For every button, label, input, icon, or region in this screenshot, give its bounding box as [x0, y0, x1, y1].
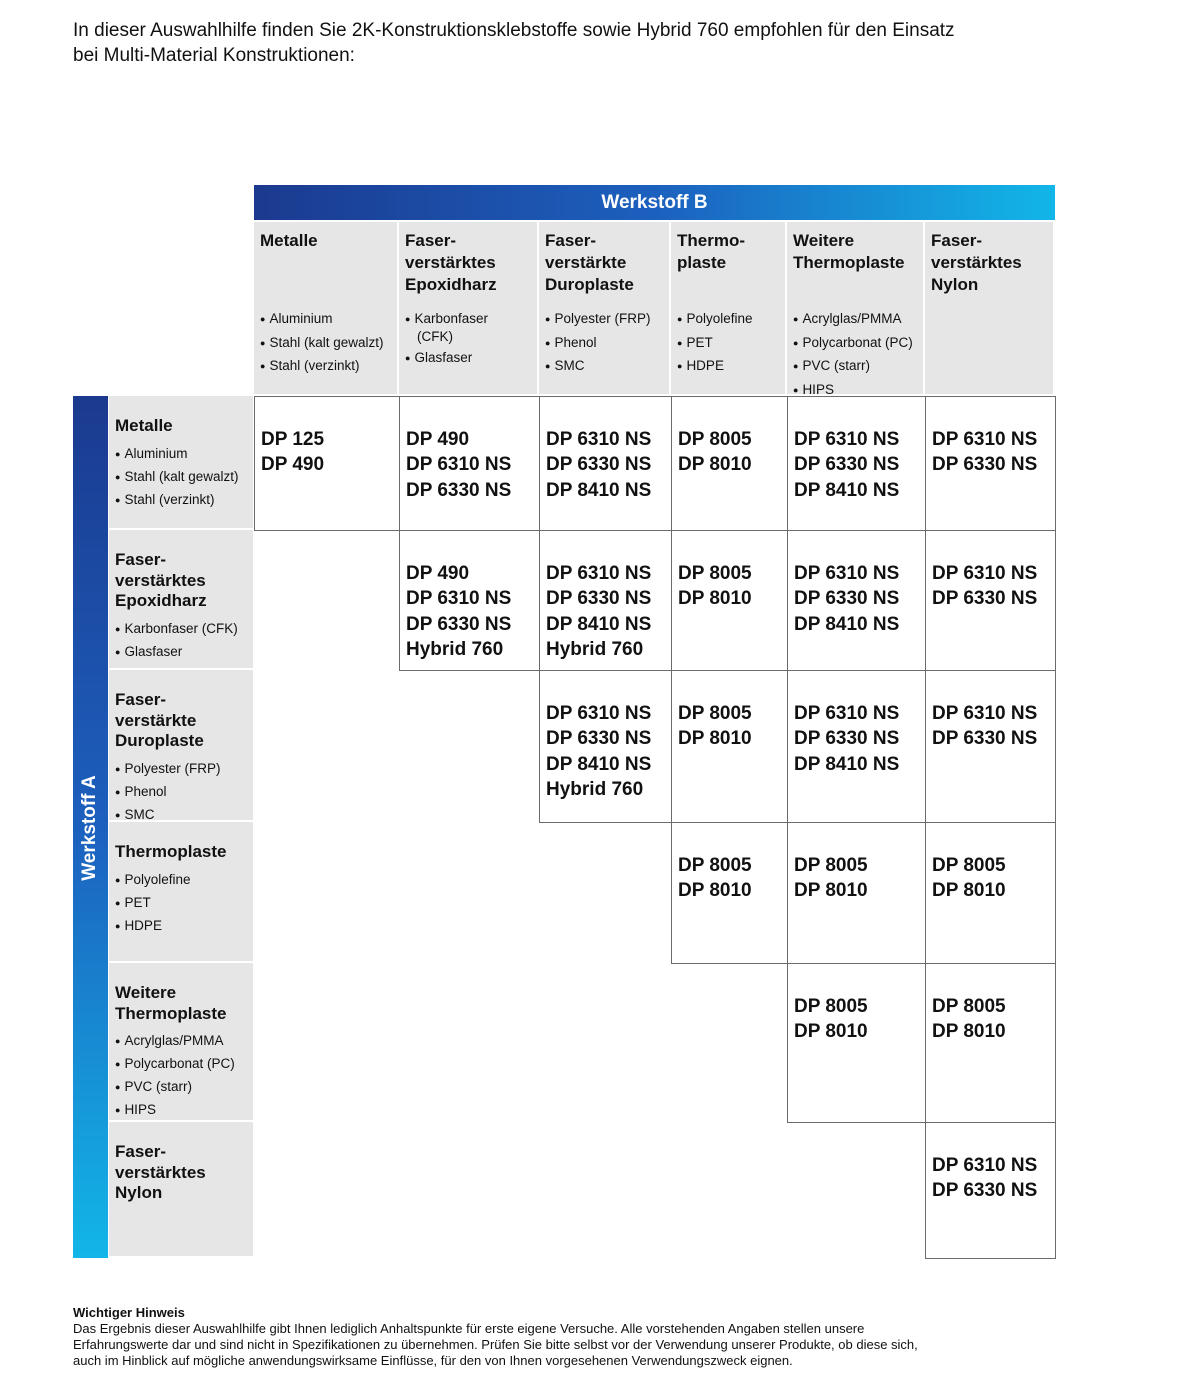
material-item: ● Acrylglas/PMMA [793, 308, 917, 332]
row-title: Faser- verstärkte Duroplaste [115, 690, 204, 750]
product-name: DP 6310 NS [546, 563, 652, 584]
column-title: Faser- verstärkte Duroplaste [545, 231, 634, 294]
product-name: DP 6310 NS [794, 703, 900, 724]
matrix-cell [671, 396, 788, 531]
product-name: DP 6310 NS [932, 1155, 1038, 1176]
material-item: ● Polycarbonat (PC) [793, 332, 917, 356]
matrix-cell [399, 396, 540, 531]
product-name: DP 6330 NS [794, 588, 900, 610]
product-name: DP 6330 NS [932, 454, 1038, 476]
material-item: ● Polyolefine [677, 308, 779, 332]
product-name: Hybrid 760 [406, 638, 504, 660]
material-item: ● Glasfaser [115, 641, 247, 664]
row-title: Faser- verstärktes Epoxidharz [115, 550, 207, 610]
row-header [109, 670, 253, 820]
matrix-cell [787, 963, 926, 1123]
matrix-cell [539, 396, 672, 531]
matrix-cell [671, 530, 788, 671]
column-title: Weitere Thermoplaste [793, 231, 905, 272]
product-name: DP 8010 [678, 728, 752, 750]
column-title: Faser- verstärktes Epoxidharz [405, 231, 497, 294]
matrix-cell [925, 530, 1056, 671]
matrix-cell [925, 1122, 1056, 1259]
werkstoff-b-header: Werkstoff B [254, 185, 1055, 220]
material-item: ● PVC (starr) [115, 1076, 247, 1099]
matrix-cell [539, 530, 672, 671]
column-material-list [793, 308, 917, 402]
product-name: DP 8410 NS [546, 479, 652, 501]
intro-text [73, 18, 1073, 68]
product-name: DP 6330 NS [932, 1180, 1038, 1202]
material-item: ● Stahl (verzinkt) [115, 489, 247, 512]
product-name: DP 8010 [794, 1021, 868, 1043]
product-name: DP 8005 [794, 996, 868, 1017]
row-material-list [115, 758, 247, 827]
material-item: ● Stahl (verzinkt) [260, 355, 391, 379]
matrix-cell [787, 670, 926, 823]
product-name: DP 8410 NS [794, 753, 900, 775]
material-item: ● Karbonfaser (CFK) [115, 618, 247, 641]
product-name: DP 6310 NS [546, 429, 652, 450]
row-header [109, 822, 253, 961]
product-name: DP 8005 [932, 855, 1006, 876]
column-material-list [677, 308, 779, 379]
product-name: DP 6330 NS [794, 728, 900, 750]
product-name: DP 6310 NS [794, 563, 900, 584]
material-item: ● SMC [115, 804, 247, 827]
column-material-list [260, 308, 391, 379]
product-name: DP 6330 NS [546, 728, 652, 750]
column-material-list [405, 308, 531, 371]
material-item: ● SMC [545, 355, 663, 379]
product-name: DP 6310 NS [932, 429, 1038, 450]
product-name: DP 6310 NS [794, 429, 900, 450]
product-name: DP 6310 NS [406, 588, 512, 610]
matrix-cell [925, 396, 1056, 531]
product-name: DP 8005 [678, 563, 752, 584]
product-name: DP 6310 NS [546, 703, 652, 724]
product-name: DP 6330 NS [546, 588, 652, 610]
product-name: DP 6330 NS [406, 613, 512, 635]
product-name: DP 8005 [678, 703, 752, 724]
material-item: ● Polycarbonat (PC) [115, 1053, 247, 1076]
matrix-cell [925, 963, 1056, 1123]
material-item: ● Phenol [115, 781, 247, 804]
row-header [109, 1122, 253, 1256]
product-name: DP 8010 [932, 1021, 1006, 1043]
product-name: DP 8005 [678, 429, 752, 450]
product-name: DP 8410 NS [794, 613, 900, 635]
material-item: ● PET [677, 332, 779, 356]
product-name: DP 6330 NS [546, 454, 652, 476]
product-name: DP 8410 NS [794, 479, 900, 501]
material-item: ● Karbonfaser [405, 308, 531, 332]
material-item: ● Aluminium [115, 443, 247, 466]
product-name: DP 6330 NS [932, 588, 1038, 610]
matrix-cell [539, 670, 672, 823]
material-item: ● Polyester (FRP) [115, 758, 247, 781]
product-name: DP 490 [261, 454, 325, 476]
row-title: Faser- verstärktes Nylon [115, 1142, 206, 1202]
important-note [73, 1305, 1133, 1369]
row-material-list [115, 1030, 247, 1122]
matrix-cell [254, 396, 400, 531]
intro-line-1: In dieser Auswahlhilfe finden Sie 2K-Konstruktionsklebstoffe sowie Hybrid 760 empfohlen für den Einsatz [73, 20, 955, 41]
product-name: DP 8010 [794, 880, 868, 902]
product-name: DP 490 [406, 429, 470, 450]
material-item: ● Acrylglas/PMMA [115, 1030, 247, 1053]
row-title: Thermoplaste [115, 842, 227, 861]
column-title: Metalle [260, 231, 318, 250]
column-header [399, 222, 537, 394]
material-item: ● HDPE [115, 915, 247, 938]
matrix-cell [399, 530, 540, 671]
material-item: ● PVC (starr) [793, 355, 917, 379]
product-name: DP 490 [406, 563, 470, 584]
row-header [109, 396, 253, 528]
product-name: DP 8005 [794, 855, 868, 876]
row-title: Metalle [115, 416, 173, 435]
matrix-cell [925, 822, 1056, 964]
material-item: ● Stahl (kalt gewalzt) [260, 332, 391, 356]
material-item: (CFK) [417, 328, 453, 344]
column-header [925, 222, 1053, 394]
column-title: Thermo- plaste [677, 231, 745, 272]
product-name: DP 8010 [932, 880, 1006, 902]
matrix-cell [671, 670, 788, 823]
material-item: ● Polyester (FRP) [545, 308, 663, 332]
row-material-list [115, 869, 247, 938]
column-header [254, 222, 397, 394]
intro-line-2: bei Multi-Material Konstruktionen: [73, 45, 355, 66]
column-material-list [545, 308, 663, 379]
column-title: Faser- verstärktes Nylon [931, 231, 1022, 294]
product-name: DP 6330 NS [406, 479, 512, 501]
product-name: DP 8410 NS [546, 613, 652, 635]
note-body: Das Ergebnis dieser Auswahlhilfe gibt Ihnen lediglich Anhaltspunkte für erste eigene Versuche. Alle vorstehenden Angaben stellen unsere Erfahrungswerte dar und sind nicht in Spezifikationen zu übernehmen. Prüfen Sie bitte selbst vor der Verwendung unserer Produkte, ob diese sich, auch im Hinblick auf mögliche anwendungswirksame Einflüsse, für den von Ihnen vorgesehenen Verwendungszweck eignen. [73, 1321, 918, 1368]
material-item: ● Aluminium [260, 308, 391, 332]
matrix-cell [787, 396, 926, 531]
matrix-cell [671, 822, 788, 964]
product-name: Hybrid 760 [546, 778, 644, 800]
material-item: ● PET [115, 892, 247, 915]
material-item: ● HDPE [677, 355, 779, 379]
product-name: DP 6310 NS [932, 703, 1038, 724]
product-name: DP 8410 NS [546, 753, 652, 775]
material-item: ● HIPS [793, 379, 917, 403]
row-header [109, 963, 253, 1120]
matrix-cell [787, 530, 926, 671]
row-header [109, 530, 253, 668]
matrix-cell [925, 670, 1056, 823]
product-name: DP 8005 [678, 855, 752, 876]
product-name: DP 6330 NS [932, 728, 1038, 750]
product-name: DP 8005 [932, 996, 1006, 1017]
product-name: DP 125 [261, 429, 325, 450]
row-material-list [115, 618, 247, 664]
product-name: DP 6310 NS [406, 454, 512, 476]
product-name: DP 8010 [678, 454, 752, 476]
material-item: ● Phenol [545, 332, 663, 356]
werkstoff-a-label: Werkstoff A [79, 775, 100, 881]
product-name: Hybrid 760 [546, 638, 644, 660]
note-title: Wichtiger Hinweis [73, 1305, 185, 1320]
material-item: ● Glasfaser [405, 347, 531, 371]
material-item: ● Stahl (kalt gewalzt) [115, 466, 247, 489]
material-item: ● HIPS [115, 1099, 247, 1122]
row-material-list [115, 443, 247, 512]
row-title: Weitere Thermoplaste [115, 983, 227, 1023]
column-header [539, 222, 669, 394]
product-name: DP 8010 [678, 588, 752, 610]
product-name: DP 8010 [678, 880, 752, 902]
column-header [671, 222, 785, 394]
material-item: ● Polyolefine [115, 869, 247, 892]
matrix-cell [787, 822, 926, 964]
product-name: DP 6310 NS [932, 563, 1038, 584]
column-header [787, 222, 923, 397]
product-name: DP 6330 NS [794, 454, 900, 476]
